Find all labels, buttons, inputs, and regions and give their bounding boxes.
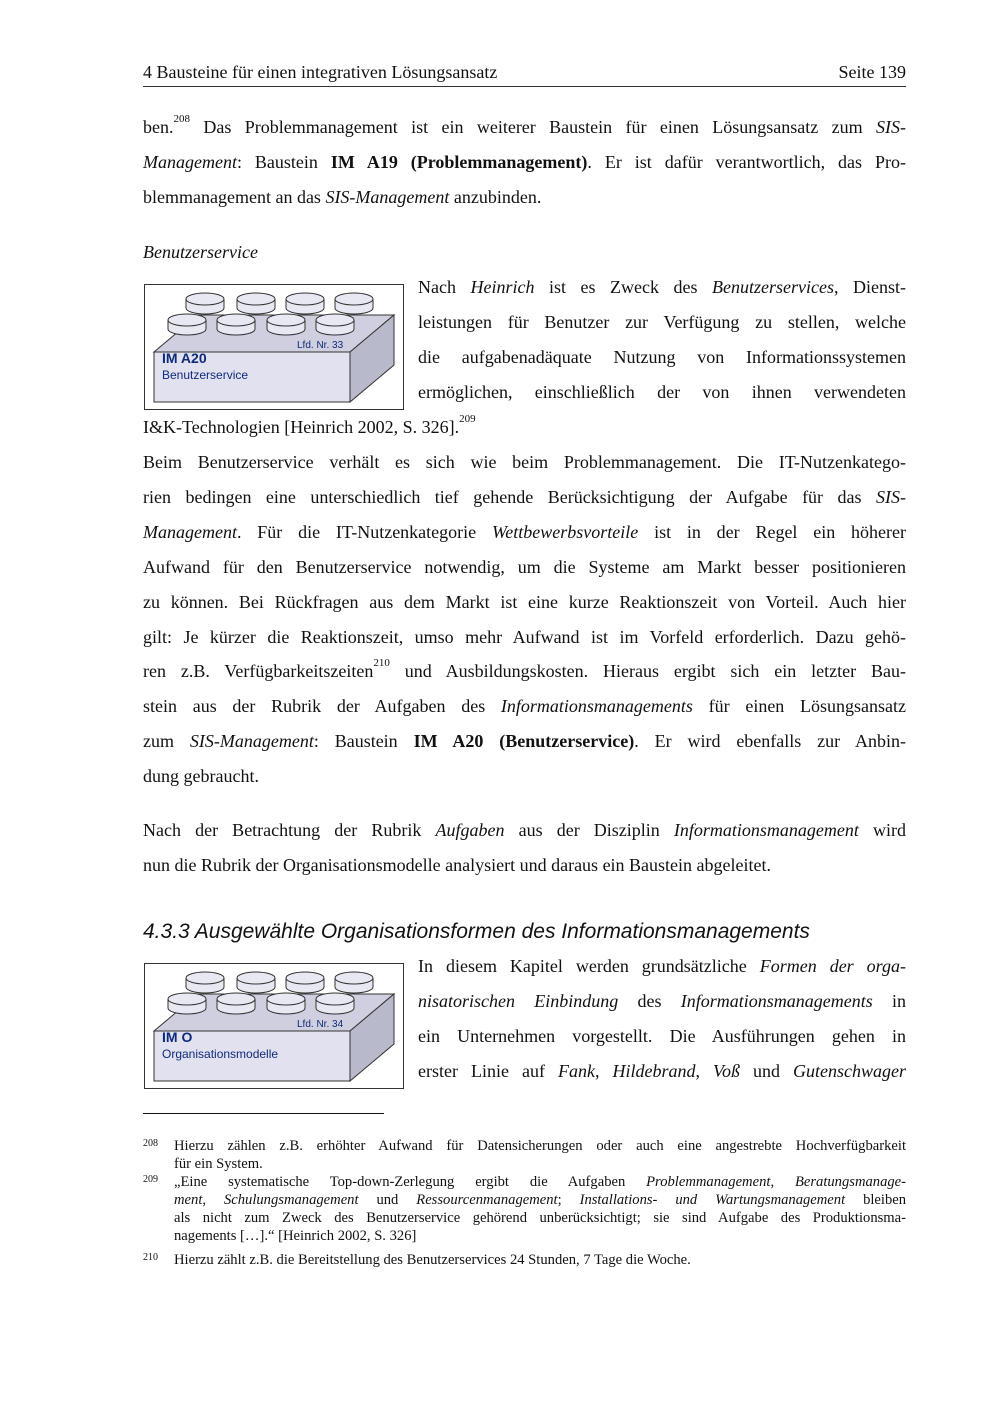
sequence-number: Lfd. Nr. 33 bbox=[297, 340, 344, 351]
footnote-ref-208[interactable]: 208 bbox=[173, 113, 190, 125]
footnote-text-line: nagements […].“ [Heinrich 2002, S. 326] bbox=[174, 1228, 417, 1244]
block-name: Benutzerservice bbox=[162, 368, 249, 382]
paragraph-line: ein Unternehmen vorgestellt. Die Ausführungen gehen in bbox=[418, 1026, 906, 1046]
paragraph-line: erster Linie auf Fank, Hildebrand, Voß und Gutenschwager bbox=[418, 1061, 907, 1081]
footnote-separator bbox=[143, 1113, 384, 1114]
footnote-text-line: als nicht zum Zweck des Benutzerservice gehörend unberücksichtigt; sie sind Aufgabe des Produktionsma- bbox=[174, 1210, 906, 1226]
block-id: IM A20 bbox=[162, 350, 207, 366]
paragraph-line: Aufwand für den Benutzerservice notwendig, um die Systeme am Markt besser positionieren bbox=[143, 557, 906, 577]
building-block-figure bbox=[144, 284, 404, 410]
paragraph-line: dung gebraucht. bbox=[143, 766, 259, 786]
paragraph-line: blemmanagement an das SIS-Management anzubinden. bbox=[143, 187, 542, 207]
paragraph-line: Management: Baustein IM A19 (Problemmanagement). Er ist dafür verantwortlich, das Pro- bbox=[143, 152, 906, 172]
building-block-figure bbox=[144, 963, 404, 1089]
paragraph-line: rien bedingen eine unterschiedlich tief gehende Berücksichtigung der Aufgabe für das SIS- bbox=[143, 487, 906, 507]
paragraph-line: I&K-Technologien [Heinrich 2002, S. 326].$^{209}$ bbox=[143, 413, 476, 437]
footnote-ref-210[interactable]: 210 bbox=[373, 657, 390, 669]
footnote-text-line: Hierzu zählen z.B. erhöhter Aufwand für Datensicherungen oder auch eine angestrebte Hochverfügbarkeit bbox=[174, 1138, 906, 1154]
footnote-text-line: „Eine systematische Top-down-Zerlegung ergibt die Aufgaben Problemmanagement, Beratungsmanage- bbox=[174, 1174, 907, 1190]
paragraph-line: die aufgabenadäquate Nutzung von Informationssystemen bbox=[418, 347, 906, 367]
paragraph-line: Beim Benutzerservice verhält es sich wie beim Problemmanagement. Die IT-Nutzenkatego- bbox=[143, 452, 906, 472]
footnote-text-line: ment, Schulungsmanagement und Ressourcenmanagement; Installations- und Wartungsmanagement bleiben bbox=[174, 1192, 907, 1208]
paragraph-line: ren z.B. Verfügbarkeitszeiten$^{210}$ und Ausbildungskosten. Hieraus ergibt sich ein letzter Bau- bbox=[143, 657, 906, 681]
paragraph-line: Management. Für die IT-Nutzenkategorie Wettbewerbsvorteile ist in der Regel ein höherer bbox=[143, 522, 906, 542]
paragraph-line: ben.$^{208}$ Das Problemmanagement ist ein weiterer Baustein für einen Lösungsansatz zum SIS- bbox=[143, 113, 906, 137]
paragraph-line: In diesem Kapitel werden grundsätzliche Formen der orga- bbox=[418, 956, 906, 976]
paragraph-line: zu können. Bei Rückfragen aus dem Markt ist eine kurze Reaktionszeit von Vorteil. Auch hier bbox=[143, 592, 906, 612]
chapter-title: 4 Bausteine für einen integrativen Lösungsansatz bbox=[143, 62, 498, 82]
lego-brick-icon bbox=[145, 285, 403, 409]
subsection-heading: Benutzerservice bbox=[143, 242, 258, 262]
footnote-number: 210 bbox=[143, 1252, 158, 1263]
lego-brick-icon bbox=[145, 964, 403, 1088]
paragraph-line: Nach der Betrachtung der Rubrik Aufgaben aus der Disziplin Informationsmanagement wird bbox=[143, 820, 906, 840]
footnote-210 bbox=[143, 1252, 906, 1270]
page-header bbox=[143, 60, 906, 87]
paragraph-line: gilt: Je kürzer die Reaktionszeit, umso mehr Aufwand ist im Vorfeld erforderlich. Dazu gehö- bbox=[143, 627, 906, 647]
footnote-ref-209[interactable]: 209 bbox=[459, 413, 476, 425]
paragraph-line: Nach Heinrich ist es Zweck des Benutzerservices, Dienst- bbox=[418, 277, 907, 297]
block-name: Organisationsmodelle bbox=[162, 1047, 279, 1061]
footnote-text-line: für ein System. bbox=[174, 1156, 263, 1172]
footnote-number: 209 bbox=[143, 1174, 158, 1185]
footnote-208 bbox=[143, 1138, 906, 1174]
footnote-number: 208 bbox=[143, 1138, 158, 1149]
paragraph-line: nun die Rubrik der Organisationsmodelle analysiert und daraus ein Baustein abgeleitet. bbox=[143, 855, 772, 875]
paragraph-line: ermöglichen, einschließlich der von ihnen verwendeten bbox=[418, 382, 906, 402]
paragraph-line: nisatorischen Einbindung des Informationsmanagements in bbox=[418, 991, 906, 1011]
page-number: Seite 139 bbox=[838, 62, 906, 82]
paragraph-line: leistungen für Benutzer zur Verfügung zu stellen, welche bbox=[418, 312, 906, 332]
sequence-number: Lfd. Nr. 34 bbox=[297, 1019, 344, 1030]
section-heading: 4.3.3 Ausgewählte Organisationsformen des Informationsmanagements bbox=[143, 920, 810, 943]
footnote-209 bbox=[143, 1174, 906, 1246]
block-id: IM O bbox=[162, 1029, 193, 1045]
paragraph-line: stein aus der Rubrik der Aufgaben des Informationsmanagements für einen Lösungsansatz bbox=[143, 696, 907, 716]
footnote-text-line: Hierzu zählt z.B. die Bereitstellung des Benutzerservices 24 Stunden, 7 Tage die Woche. bbox=[174, 1252, 691, 1268]
paragraph-line: zum SIS-Management: Baustein IM A20 (Benutzerservice). Er wird ebenfalls zur Anbin- bbox=[143, 731, 906, 751]
